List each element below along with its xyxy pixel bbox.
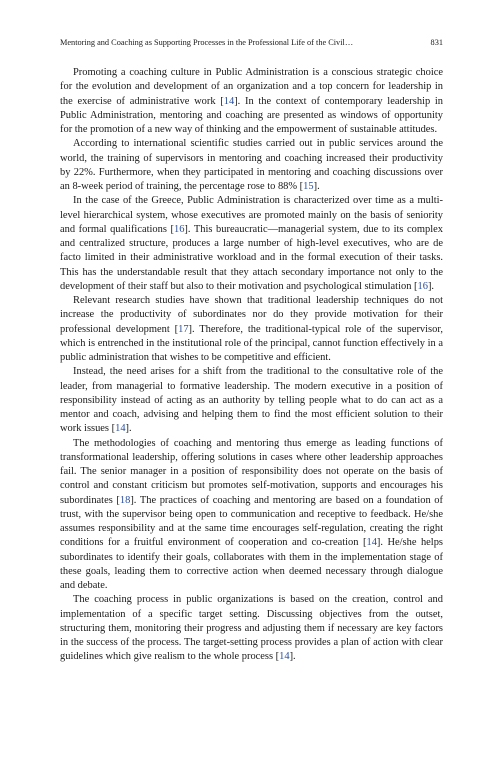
text-run: ].	[313, 181, 320, 192]
text-run: The methodologies of coaching and mentoring thus emerge as leading functions of transformational leadership, offering solutions in cases where other leadership approaches fail. The senior manager in a position of responsibility does not operate on the basis of control and constant criticism but promotes self-motivation, supports and encourages his subordinates [	[60, 437, 443, 506]
text-run: Instead, the need arises for a shift from the traditional to the consultative role of the leader, from managerial to formative leadership. The modern executive in a position of responsibility instead of acting as an authority by telling people what to do can act as a mentor and coach, advising and helping them to find the most efficient solution to their work issues [	[60, 366, 443, 435]
running-header	[60, 38, 443, 48]
document-page	[60, 38, 443, 665]
text-run: ]. The practices of coaching and mentoring are based on a foundation of trust, with the supervisor being open to communication and receptive to feedback. He/she assumes responsibility and at the same time encourages self-regulation, creating the right conditions for a fruitful environment of cooperation and co-creation [	[60, 494, 443, 549]
paragraph	[60, 593, 443, 664]
text-run: Relevant research studies have shown that traditional leadership techniques do not increase the productivity of subordinates nor do they provide motivation for their professional development [	[60, 295, 443, 335]
text-run: ].	[125, 423, 132, 435]
text-run: ]. He/she helps subordinates to identify their goals, collaborates with them in the implementation stage of these goals, leading them to corrective action when deemed necessary through dialogue and debate.	[60, 537, 443, 591]
text-run: ]. Therefore, the traditional-typical role of the supervisor, which is entrenched in the institutional role of the principal, cannot function effectively in a public administration that wishes to be competitive and efficient.	[60, 323, 443, 363]
body-text	[60, 66, 443, 665]
citation-link[interactable]: 14	[279, 651, 290, 663]
citation-link[interactable]: 14	[366, 537, 377, 549]
paragraph	[60, 294, 443, 365]
text-run: ].	[427, 280, 435, 292]
citation-link[interactable]: 17	[178, 323, 189, 335]
citation-link[interactable]: 14	[223, 95, 235, 107]
citation-link[interactable]: 16	[173, 223, 185, 235]
paragraph	[60, 194, 443, 294]
running-title: Mentoring and Coaching as Supporting Processes in the Professional Life of the Civil…	[60, 38, 354, 47]
text-run: ]. This bureaucratic—managerial system, due to its complex and centralized structure, produces a large number of high-level executives, who are de facto limited in their administrative workload and in the formal execution of their tasks. This has the understandable result that they attach secondary importance not only to the development of their staff but also to their motivation and psychological stimulation [	[60, 223, 443, 292]
text-run: In the case of the Greece, Public Administration is characterized over time as a multi-level hierarchical system, whose executives are promoted mainly on the basis of seniority and formal qualifications [	[60, 195, 443, 235]
paragraph	[60, 365, 443, 436]
citation-link[interactable]: 18	[119, 494, 131, 506]
text-run: The coaching process in public organizations is based on the creation, control and implementation of a specific target setting. Discussing objectives from the outset, structuring them, monitoring their progress and adjusting them if necessary are key factors in the success of the process. The target-setting process provides a plan of action with clear guidelines which give realism to the whole process [	[60, 594, 443, 663]
paragraph	[60, 137, 443, 194]
paragraph	[60, 437, 443, 594]
page-number: 831	[430, 38, 443, 47]
citation-link[interactable]: 16	[417, 280, 428, 292]
text-run: ].	[289, 651, 296, 663]
text-run: ]. In the context of contemporary leadership in Public Administration, mentoring and coaching are presented as windows of opportunity for the promotion of a new way of thinking and the empowerment of sustainable attitudes.	[60, 95, 443, 135]
citation-link[interactable]: 15	[303, 181, 314, 192]
paragraph	[60, 66, 443, 137]
text-run: Promoting a coaching culture in Public Administration is a conscious strategic choice for the evolution and development of an organization and a top concern for leadership in the exercise of administrative work [	[60, 67, 443, 107]
text-run: According to international scientific studies carried out in public services around the world, the training of supervisors in mentoring and coaching increased their productivity by 22%. Furthermore, when they participated in mentoring and coaching discussions over an 8-week period of training, the percentage rose to 88% [	[60, 138, 443, 192]
citation-link[interactable]: 14	[115, 423, 126, 435]
